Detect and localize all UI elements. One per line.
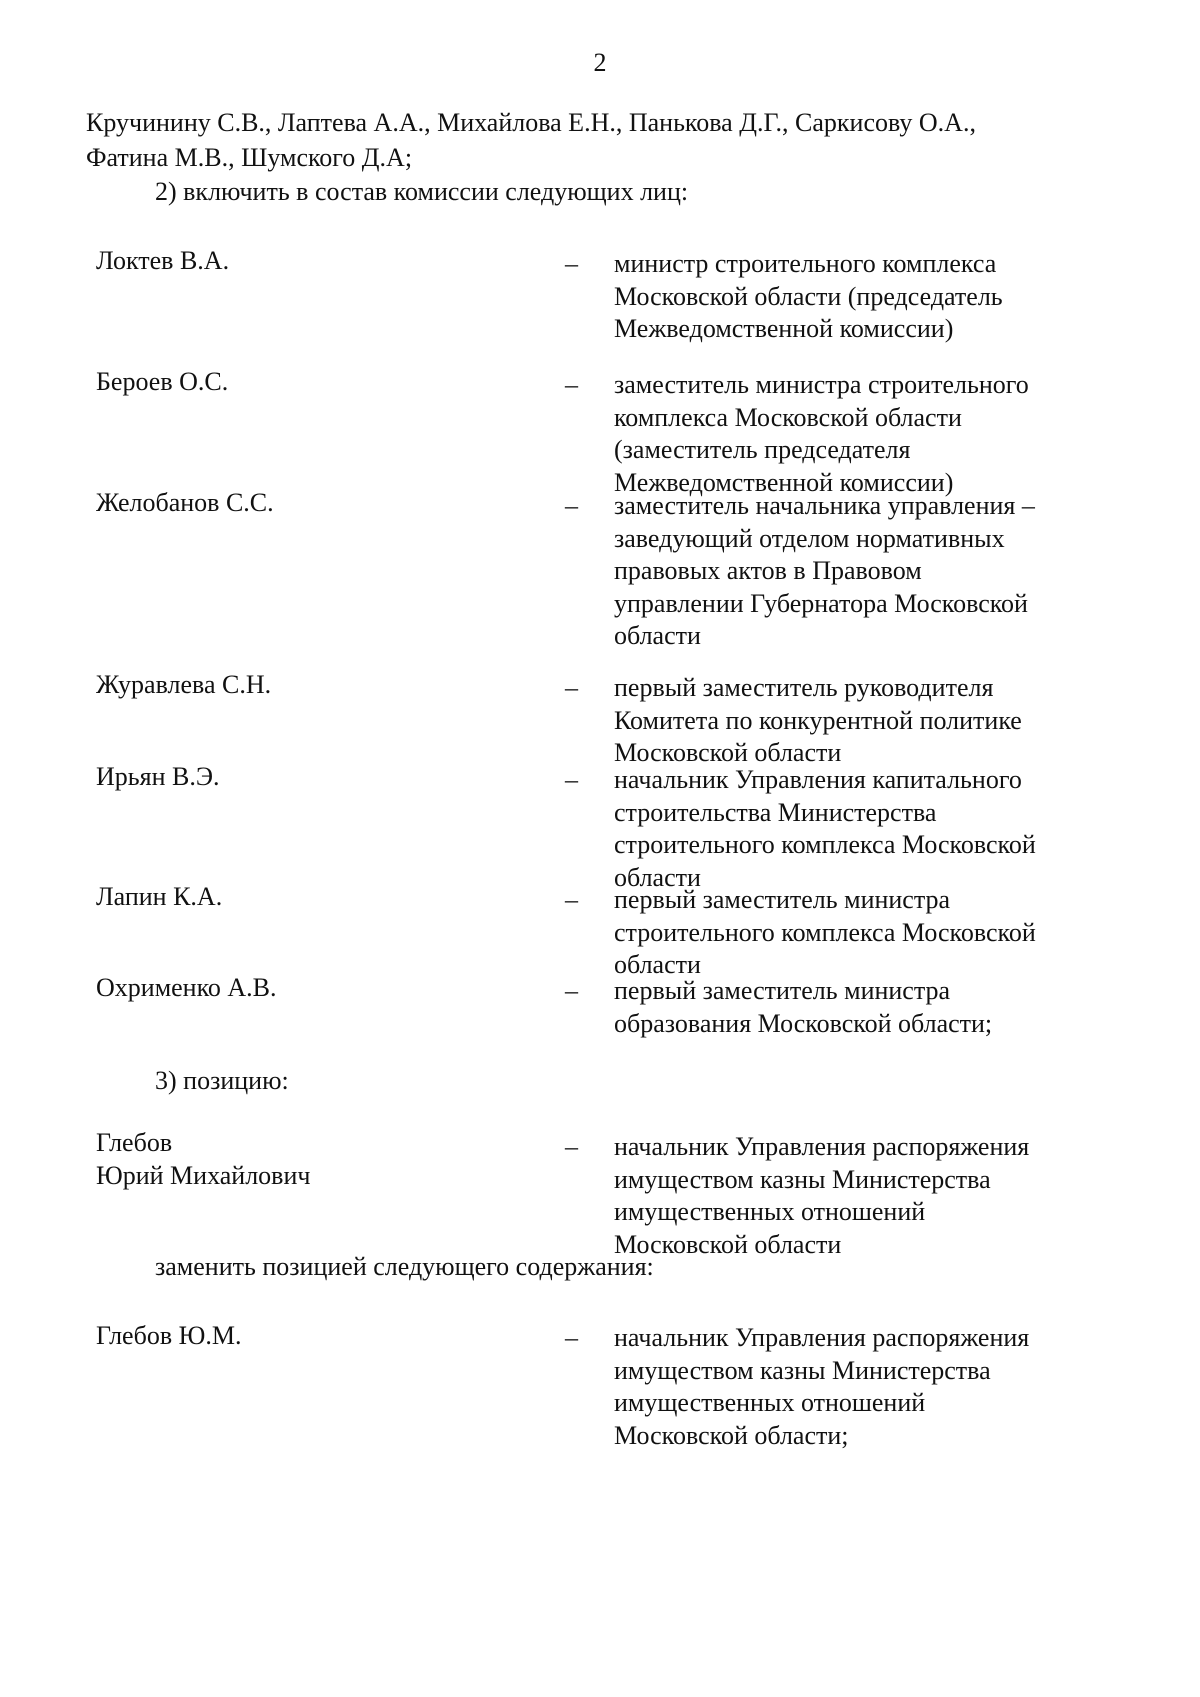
intro-line-3: 2) включить в состав комиссии следующих лиц: bbox=[155, 177, 689, 206]
intro-line-2: Фатина М.В., Шумского Д.А; bbox=[86, 143, 413, 172]
member-name: Желобанов С.С. bbox=[96, 488, 274, 517]
member-description: министр строительного комплекса Московской области (председатель Межведомственной комиссии) bbox=[614, 249, 1003, 343]
member-description: первый заместитель руководителя Комитета по конкурентной политике Московской области bbox=[614, 673, 1022, 767]
member-description: первый заместитель министра строительного комплекса Московской области bbox=[614, 885, 1036, 979]
old-position-description: начальник Управления распоряжения имуществом казны Министерства имущественных отношений Московской области bbox=[614, 1132, 1030, 1259]
dash: – bbox=[565, 1132, 578, 1161]
member-description: начальник Управления капитального строительства Министерства строительного комплекса Московской области bbox=[614, 765, 1036, 892]
member-description: заместитель министра строительного комплекса Московской области (заместитель председателя Межведомственной комиссии) bbox=[614, 370, 1029, 497]
intro-line-1: Кручинину С.В., Лаптева А.А., Михайлова Е.Н., Панькова Д.Г., Саркисову О.А., bbox=[86, 108, 976, 137]
member-description: первый заместитель министра образования Московской области; bbox=[614, 976, 993, 1038]
old-position-name: Глебов Юрий Михайлович bbox=[96, 1128, 311, 1190]
replace-text: заменить позицией следующего содержания: bbox=[155, 1252, 654, 1281]
dash: – bbox=[565, 765, 578, 794]
dash: – bbox=[565, 370, 578, 399]
member-name: Ирьян В.Э. bbox=[96, 762, 220, 791]
page-number: 2 bbox=[593, 48, 607, 77]
dash: – bbox=[565, 249, 578, 278]
member-name: Бероев О.С. bbox=[96, 367, 229, 396]
new-position-description: начальник Управления распоряжения имуществом казны Министерства имущественных отношений Московской области; bbox=[614, 1323, 1030, 1450]
dash: – bbox=[565, 491, 578, 520]
new-position-name: Глебов Ю.М. bbox=[96, 1321, 242, 1350]
member-name: Журавлева С.Н. bbox=[96, 670, 272, 699]
position-heading: 3) позицию: bbox=[155, 1066, 289, 1095]
member-name: Локтев В.А. bbox=[96, 246, 230, 275]
member-name: Охрименко А.В. bbox=[96, 973, 277, 1002]
dash: – bbox=[565, 885, 578, 914]
dash: – bbox=[565, 1323, 578, 1352]
member-name: Лапин К.А. bbox=[96, 882, 223, 911]
dash: – bbox=[565, 673, 578, 702]
member-description: заместитель начальника управления – заведующий отделом нормативных правовых актов в Правовом управлении Губернатора Московской области bbox=[614, 491, 1035, 650]
dash: – bbox=[565, 976, 578, 1005]
